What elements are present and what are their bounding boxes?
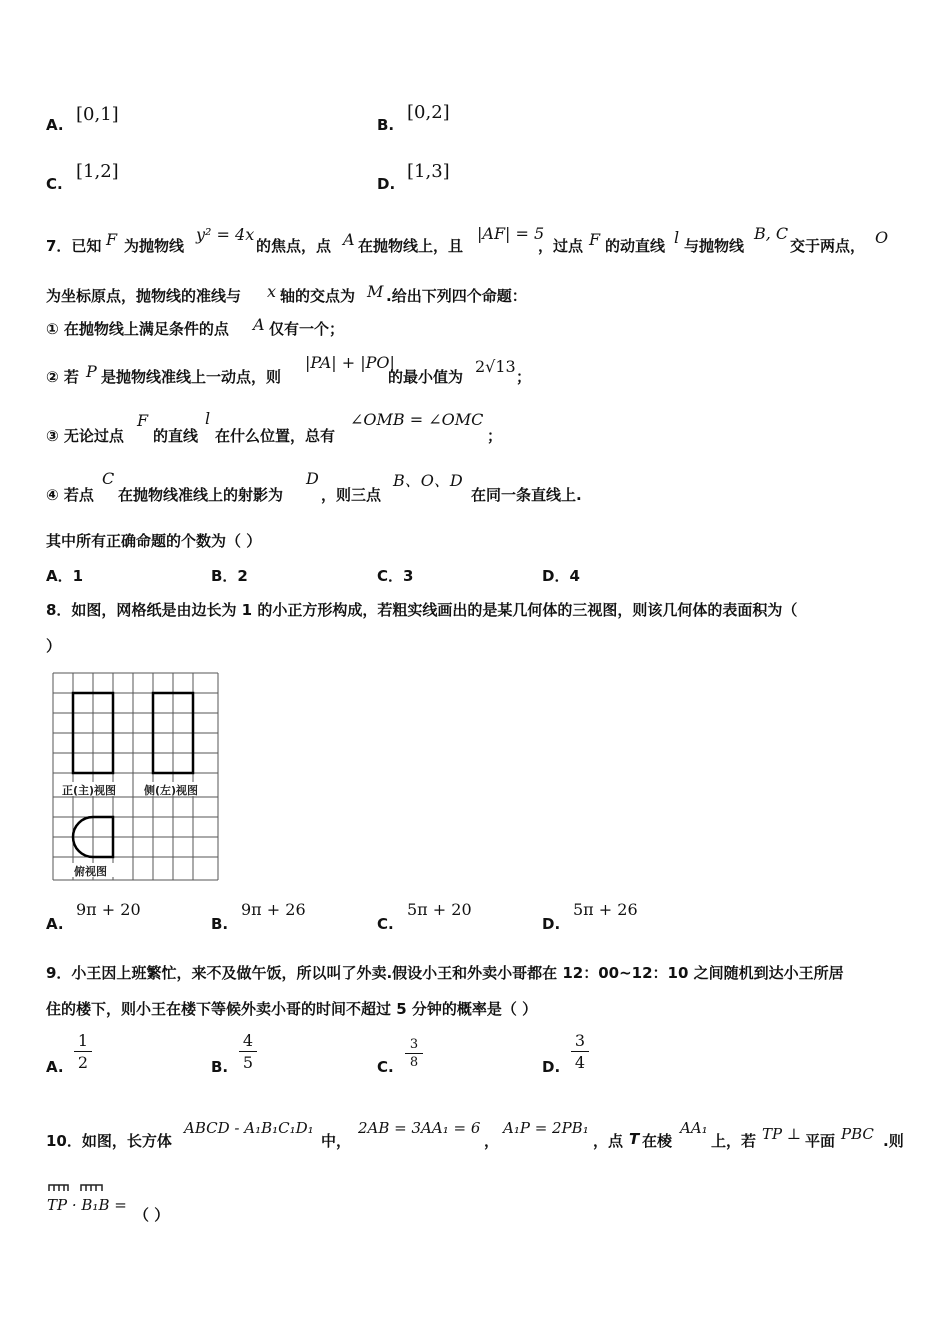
vector-arrow-marks (48, 1183, 104, 1193)
q8-option-a-label: A. (46, 915, 64, 933)
q7-prop2-text-3: 的最小值为 (388, 368, 464, 386)
q10-text-2: 中， (321, 1132, 352, 1150)
q7-prop3-text-1: ③ 无论过点 (46, 427, 124, 445)
q10-answer-paren: （ ） (134, 1206, 170, 1224)
q9-option-d-denominator: 4 (574, 1053, 586, 1072)
q6-option-d-label: D. (377, 175, 396, 193)
q7-option-b: B．2 (211, 567, 248, 585)
q7-text-7: 与抛物线 (684, 237, 745, 255)
q10-math-4: T (629, 1130, 640, 1148)
q10-text-6: 上，若 (711, 1132, 757, 1150)
q7-prop3-math-1: F (137, 411, 149, 430)
q8-option-c-label: C. (377, 915, 394, 933)
three-view-figure (52, 672, 220, 882)
q7-prop4-text-4: 在同一条直线上. (471, 486, 582, 504)
q6-option-d-value: [1,3] (407, 161, 450, 182)
q7-prop2-text-2: 是抛物线准线上一动点，则 (101, 368, 282, 386)
q7-prop4-text-2: 在抛物线准线上的射影为 (118, 486, 284, 504)
q6-option-c-label: C. (46, 175, 63, 193)
q7-math-3: A (343, 230, 355, 249)
q7-prop4-math-3: B、O、D (393, 471, 463, 490)
q7-prop2-text-4: ； (516, 368, 532, 386)
q8-option-d-value: 5π + 26 (573, 900, 638, 919)
q9-option-d-label: D. (542, 1058, 561, 1076)
q7-prop2-math-1: P (86, 362, 97, 381)
q7-prop3-math-2: l (205, 409, 211, 428)
q10-text-3: ， (484, 1132, 500, 1150)
q7-text-4: 在抛物线上，且 (358, 237, 464, 255)
q7-option-a: A．1 (46, 567, 84, 585)
q7-math-2: y² = 4x (196, 225, 255, 244)
q10-math-2: 2AB = 3AA₁ = 6 (358, 1119, 481, 1137)
q9-option-c-label: C. (377, 1058, 394, 1076)
front-view-label: 正(主)视图 (62, 784, 117, 797)
q7-prop4-math-2: D (306, 469, 319, 488)
q7-prop2-math-3: 2√13 (475, 357, 516, 376)
q8-option-b-label: B. (211, 915, 229, 933)
q7-math-1: F (106, 230, 118, 249)
q7-prop1-text-1: ① 在抛物线上满足条件的点 (46, 320, 229, 338)
q9-option-a-label: A. (46, 1058, 64, 1076)
q7-line2-text-1: 为坐标原点，抛物线的准线与 (46, 287, 242, 305)
q7-line2-math-2: M (367, 282, 384, 301)
q7-question: 其中所有正确命题的个数为（ ） (46, 532, 262, 550)
q8-stem-line1: 8．如图，网格纸是由边长为 1 的小正方形构成，若粗实线画出的是某几何体的三视图，则该几何体的表面积为（ (46, 601, 798, 619)
q7-prop4-math-1: C (102, 469, 115, 488)
q8-option-b-value: 9π + 26 (241, 900, 306, 919)
q7-math-6: l (674, 228, 680, 247)
q8-option-d-label: D. (542, 915, 561, 933)
q10-text-4: ，点 (593, 1132, 624, 1150)
q6-option-b-value: [0,2] (407, 102, 450, 123)
q9-option-c-fraction (403, 1037, 425, 1070)
q9-option-c-denominator: 8 (409, 1055, 419, 1070)
q6-option-a-value: [0,1] (76, 104, 119, 125)
q6-option-c-value: [1,2] (76, 161, 119, 182)
q10-text-1: 10．如图，长方体 (46, 1132, 172, 1150)
q7-math-4: |AF| = 5 (477, 224, 545, 243)
q10-math-5: AA₁ (680, 1119, 708, 1137)
q9-option-b-numerator: 4 (242, 1031, 254, 1050)
q7-math-8: O (875, 228, 889, 247)
q7-text-8: 交于两点， (790, 237, 866, 255)
q9-option-b-label: B. (211, 1058, 229, 1076)
q9-option-a-denominator: 2 (77, 1053, 89, 1072)
q7-text-5: ，过点 (538, 237, 584, 255)
q7-line2-text-2: 轴的交点为 (280, 287, 356, 305)
q7-text-2: 为抛物线 (124, 237, 185, 255)
q7-prop1-math: A (253, 315, 265, 334)
q7-prop1-text-2: 仅有一个； (269, 320, 345, 338)
q10-dot-product: TP · B₁B = (47, 1196, 127, 1214)
q8-option-a-value: 9π + 20 (76, 900, 141, 919)
q10-math-6: TP ⊥ (762, 1125, 801, 1143)
q7-prop3-text-4: ； (487, 427, 503, 445)
q10-text-8: .则 (883, 1132, 904, 1150)
q9-option-a-fraction (72, 1031, 94, 1072)
q9-stem-line1: 9．小王因上班繁忙，来不及做午饭，所以叫了外卖.假设小王和外卖小哥都在 12：00~12：10 之间随机到达小王所居 (46, 964, 844, 982)
q9-option-a-numerator: 1 (77, 1031, 89, 1050)
q7-prop3-text-3: 在什么位置，总有 (215, 427, 336, 445)
q7-prop2-math-2: |PA| + |PO| (305, 353, 395, 372)
q10-math-1: ABCD - A₁B₁C₁D₁ (184, 1119, 314, 1137)
q7-option-c: C．3 (377, 567, 414, 585)
q7-line2-text-3: .给出下列四个命题： (386, 287, 527, 305)
q6-option-b-label: B. (377, 116, 395, 134)
q7-prop3-math-3: ∠OMB = ∠OMC (350, 410, 484, 429)
q9-option-c-numerator: 3 (409, 1037, 419, 1052)
q7-prop4-text-3: ，则三点 (321, 486, 382, 504)
q7-prop2-text-1: ② 若 (46, 368, 79, 386)
q7-text-1: 7．已知 (46, 237, 102, 255)
q10-math-7: PBC (841, 1125, 874, 1143)
q7-text-3: 的焦点，点 (256, 237, 332, 255)
q7-prop4-text-1: ④ 若点 (46, 486, 94, 504)
q7-option-d: D．4 (542, 567, 580, 585)
q8-stem-line2: ） (46, 637, 62, 655)
q7-text-6: 的动直线 (605, 237, 666, 255)
q8-option-c-value: 5π + 20 (407, 900, 472, 919)
q7-math-7: B, C (754, 224, 789, 243)
q10-text-7: 平面 (805, 1132, 836, 1150)
q7-line2-math-1: x (267, 282, 277, 301)
q10-math-3: A₁P = 2PB₁ (503, 1119, 589, 1137)
q7-prop3-text-2: 的直线 (153, 427, 199, 445)
q9-option-d-numerator: 3 (574, 1031, 586, 1050)
top-view-label: 俯视图 (74, 865, 107, 878)
q10-text-5: 在棱 (642, 1132, 673, 1150)
q9-option-d-fraction (569, 1031, 591, 1072)
q9-option-b-fraction (237, 1031, 259, 1072)
q7-math-5: F (589, 230, 601, 249)
q6-option-a-label: A. (46, 116, 64, 134)
q9-stem-line2: 住的楼下，则小王在楼下等候外卖小哥的时间不超过 5 分钟的概率是（ ） (46, 1000, 538, 1018)
side-view-label: 侧(左)视图 (144, 784, 199, 797)
q9-option-b-denominator: 5 (242, 1053, 254, 1072)
